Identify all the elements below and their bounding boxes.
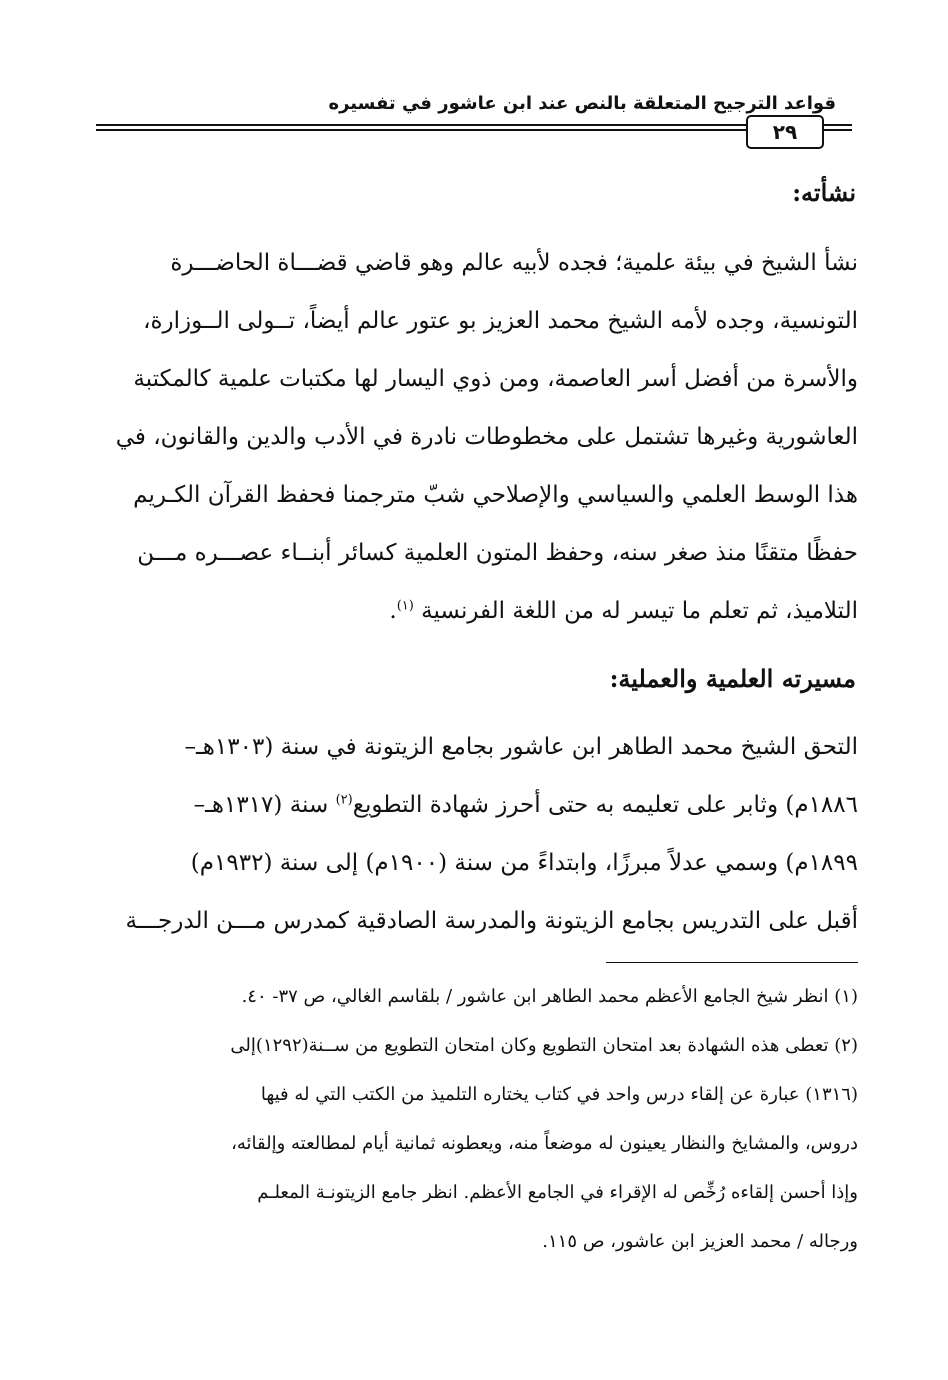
paragraph-upbringing <box>90 234 858 640</box>
section-heading-career: مسيرته العلمية والعملية: <box>609 664 856 693</box>
text-line: التحق الشيخ محمد الطاهر ابن عاشور بجامع الزيتونة في سنة (١٣٠٣هـ– <box>184 734 858 760</box>
footnotes <box>90 972 858 1266</box>
footnote-ref-2: (٢) <box>335 792 353 808</box>
header-rule-top <box>96 124 852 126</box>
footnote-2-continued: ورجاله / محمد العزيز ابن عاشور، ص ١١٥. <box>542 1231 858 1252</box>
page-number: ٢٩ <box>746 115 824 149</box>
text-line: حفظًا متقنًا منذ صغر سنه، وحفظ المتون العلمية كسائر أبنــاء عصـــره مـــن <box>137 540 858 566</box>
text-line: العاشورية وغيرها تشتمل على مخطوطات نادرة في الأدب والدين والقانون، في <box>115 424 858 450</box>
text-line: هذا الوسط العلمي والسياسي والإصلاحي شبّ مترجمنا فحفظ القرآن الكـريم <box>133 482 858 508</box>
running-title: قواعد الترجيح المتعلقة بالنص عند ابن عاشور في تفسيره <box>328 93 836 114</box>
footnote-1: (١) انظر شيخ الجامع الأعظم محمد الطاهر ابن عاشور / بلقاسم الغالي، ص ٣٧- ٤٠. <box>241 986 858 1007</box>
footnote-separator <box>606 962 858 963</box>
text-line: التونسية، وجده لأمه الشيخ محمد العزيز بو عتور عالم أيضاً، تــولى الــوزارة، <box>143 308 858 334</box>
section-heading-upbringing: نشأته: <box>792 178 856 207</box>
text-line: ١٨٩٩م) وسمي عدلاً مبرزًا، وابتداءً من سنة (١٩٠٠م) إلى سنة (١٩٣٢م) <box>190 850 858 876</box>
footnote-ref-1: (١) <box>396 598 414 614</box>
text-segment: ١٨٨٦م) وثابر على تعليمه به حتى أحرز شهادة التطويع <box>352 792 858 818</box>
text-line-content: التلاميذ، ثم تعلم ما تيسر له من اللغة الفرنسية <box>421 598 858 624</box>
footnote-2: (٢) تعطى هذه الشهادة بعد امتحان التطويع وكان امتحان التطويع من ســنة(١٢٩٢)إلى <box>230 1035 858 1056</box>
paragraph-career <box>90 718 858 950</box>
text-line: أقبل على التدريس بجامع الزيتونة والمدرسة الصادقية كمدرس مـــن الدرجـــة <box>125 908 858 934</box>
footnote-2-continued: وإذا أحسن إلقاءه رُخِّص له الإقراء في الجامع الأعظم. انظر جامع الزيتونـة المعلـم <box>257 1182 858 1203</box>
text-line: والأسرة من أفضل أسر العاصمة، ومن ذوي اليسار لها مكتبات علمية كالمكتبة <box>133 366 858 392</box>
footnote-2-continued: (١٣١٦) عبارة عن إلقاء درس واحد في كتاب يختاره التلميذ من الكتب التي له فيها <box>260 1084 858 1105</box>
text-line-last: التلاميذ، ثم تعلم ما تيسر له من اللغة الفرنسية $^{(١)}$. <box>389 598 858 624</box>
text-line <box>90 776 858 834</box>
footnote-2-continued: دروس، والمشايخ والنظار يعينون له موضعاً منه، ويعطونه ثمانية أيام لمطالعته وإلقائه، <box>231 1133 858 1154</box>
header-rule-bottom <box>96 129 852 131</box>
text-segment: سنة (١٣١٧هـ– <box>193 792 336 818</box>
text-line: نشأ الشيخ في بيئة علمية؛ فجده لأبيه عالم وهو قاضي قضـــاة الحاضـــرة <box>170 250 858 276</box>
